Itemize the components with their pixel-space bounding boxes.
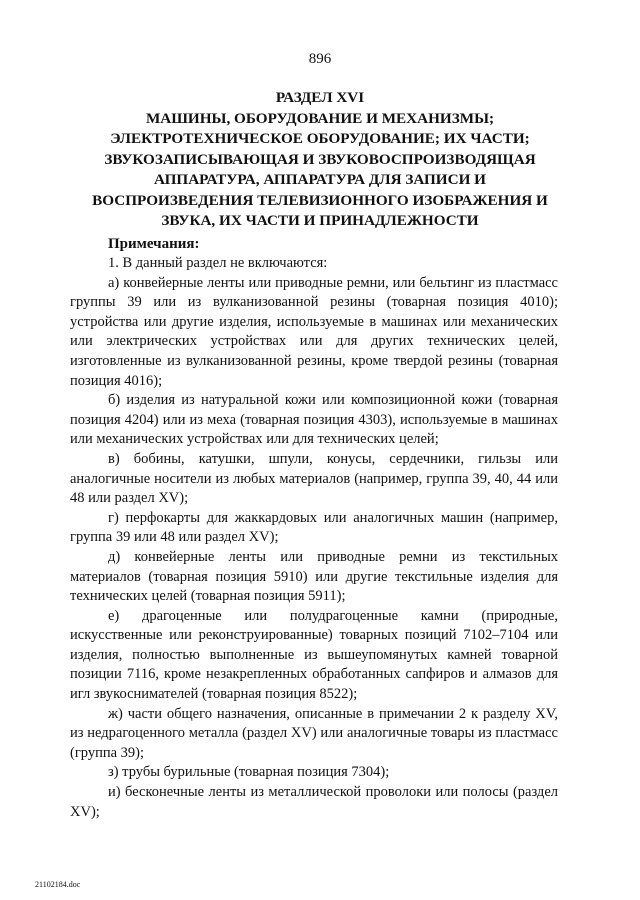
section-title-line: ЭЛЕКТРОТЕХНИЧЕСКОЕ ОБОРУДОВАНИЕ; ИХ ЧАСТИ; — [110, 130, 530, 147]
note-item-z: з) трубы бурильные (товарная позиция 7304); — [108, 764, 390, 781]
footer-filename: 21102184.doc — [35, 880, 81, 889]
note-item-i: и) бесконечные ленты из металлической проволоки или полосы (раздел XV); — [70, 784, 558, 820]
section-title-line: АППАРАТУРА, АППАРАТУРА ДЛЯ ЗАПИСИ И — [154, 171, 486, 188]
section-title-line: ВОСПРОИЗВЕДЕНИЯ ТЕЛЕВИЗИОННОГО ИЗОБРАЖЕНИЯ И — [92, 191, 548, 209]
notes-heading: Примечания: — [108, 236, 200, 252]
note-item-zh: ж) части общего назначения, описанные в примечании 2 к разделу XV, из недрагоценного металла (раздел XV) или аналогичные товары из пластмасс (группа 39); — [70, 705, 558, 761]
section-title — [60, 88, 580, 232]
note-intro-paragraph: 1. В данный раздел не включаются: — [108, 255, 328, 271]
note-item-b: б) изделия из натуральной кожи или композиционной кожи (товарная позиция 4204) или из меха (товарная позиция 4303), используемые в машинах или механических устройствах или для технических целей; — [70, 392, 558, 448]
section-title-line: РАЗДЕЛ XVI — [275, 89, 365, 106]
note-item-d: д) конвейерные ленты или приводные ремни из текстильных материалов (товарная позиция 5910) или другие текстильные изделия для технических целей (товарная позиция 5911); — [70, 548, 558, 605]
section-title-line: МАШИНЫ, ОБОРУДОВАНИЕ И МЕХАНИЗМЫ; — [145, 109, 495, 127]
note-item-a: а) конвейерные ленты или приводные ремни, или бельтинг из пластмасс группы 39 или из вулканизованной резины (товарная позиция 4010); устройства или другие изделия, используемые в машинах или механических или электрических устройствах или для других технических целей, изготовленные из вулканизованной резины, кроме твердой резины (товарная позиция 4016); — [70, 274, 558, 389]
note-item-v: в) бобины, катушки, шпули, конусы, сердечники, гильзы или аналогичные носители из любых материалов (например, группа 39, 40, 44 или 48 или раздел XV); — [70, 450, 558, 507]
section-title-line: ЗВУКА, ИХ ЧАСТИ И ПРИНАДЛЕЖНОСТИ — [161, 212, 479, 229]
note-item-e: е) драгоценные или полудрагоценные камни (природные, искусственные или реконструированные) товарных позиций 7102–7104 или изделия, полностью выполненные из вышеупомянутых камней товарной позиции 7116, кроме незакрепленных обработанных сапфиров и алмазов для игл звукоснимателей (товарная позиция 8522); — [70, 607, 558, 703]
notes-body — [70, 254, 558, 822]
note-item-g: г) перфокарты для жаккардовых или аналогичных машин (например, группа 39 или 48 или раздел XV); — [70, 509, 558, 546]
page-number: 896 — [308, 51, 332, 67]
section-title-line: ЗВУКОЗАПИСЫВАЮЩАЯ И ЗВУКОВОСПРОИЗВОДЯЩАЯ — [104, 150, 536, 168]
